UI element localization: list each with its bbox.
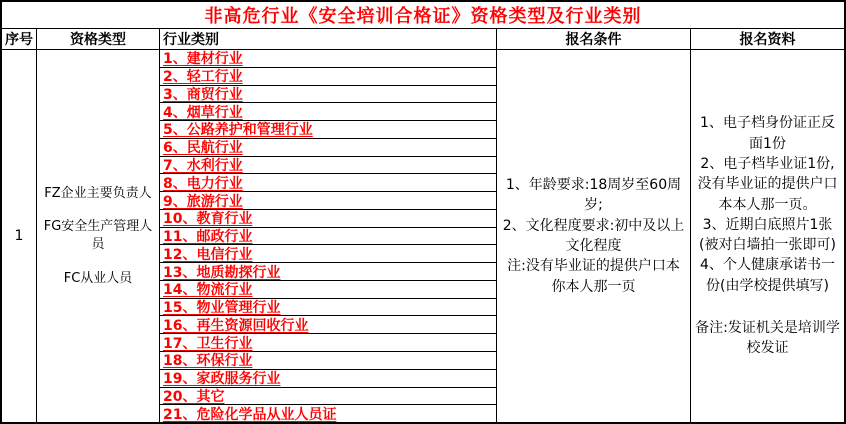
serial-number-cell: [2, 50, 37, 422]
qualification-types-cell: [37, 50, 160, 422]
industry-item: 13、地质勘探行业: [160, 263, 496, 281]
condition-item: 2、文化程度要求:初中及以上文化程度: [502, 217, 685, 254]
industry-item: 3、商贸行业: [160, 86, 496, 104]
table-body-row: [2, 50, 844, 422]
serial-number: 1: [14, 228, 24, 244]
industry-item: 9、旅游行业: [160, 192, 496, 210]
industry-item: 19、家政服务行业: [160, 370, 496, 388]
industry-item: 14、物流行业: [160, 281, 496, 299]
header-cell-serial: 序号: [2, 29, 37, 49]
industry-item: 2、轻工行业: [160, 68, 496, 86]
industry-item: 21、危险化学品从业人员证: [163, 406, 337, 423]
registration-materials-cell: [691, 50, 844, 422]
industry-item: 12、电信行业: [160, 245, 496, 263]
qualification-type-item: FZ企业主要负责人: [44, 185, 152, 201]
qualification-type-item: FC从业人员: [63, 270, 133, 286]
registration-conditions-cell: [497, 50, 691, 422]
industry-item: 1、建材行业: [160, 50, 496, 68]
condition-item: 注:没有毕业证的提供户口本你本人那一页: [507, 258, 680, 295]
header-cell-qualification-type: 资格类型: [37, 29, 160, 49]
industry-item: 6、民航行业: [160, 139, 496, 157]
material-item: 3、近期白底照片1张(被对白墙拍一张即可): [699, 216, 836, 254]
industry-item: 7、水利行业: [160, 157, 496, 175]
industry-item: 11、邮政行业: [160, 228, 496, 246]
industry-item: 15、物业管理行业: [160, 299, 496, 317]
qualification-type-item: FG安全生产管理人员: [43, 219, 153, 252]
industry-item: 4、烟草行业: [160, 103, 496, 121]
industry-list-cell: [160, 50, 497, 422]
material-item: 2、电子档毕业证1份,没有毕业证的提供户口本本人那一页。: [697, 155, 838, 213]
header-cell-registration-materials: 报名资料: [739, 32, 796, 48]
header-cell-industry-category: 行业类别: [160, 29, 497, 49]
materials-note: 备注:发证机关是培训学校发证: [695, 320, 840, 357]
materials-list: [695, 113, 840, 296]
industry-item: 20、其它: [160, 388, 496, 406]
industry-item: 18、环保行业: [160, 352, 496, 370]
material-item: 4、个人健康承诺书一份(由学校提供填写): [700, 257, 835, 294]
industry-item: 17、卫生行业: [160, 334, 496, 352]
material-item: 1、电子档身份证正反面1份: [700, 115, 835, 152]
table-header-row: [2, 29, 844, 50]
title-row: [2, 2, 844, 29]
industry-item: 8、电力行业: [160, 174, 496, 192]
industry-item: 5、公路养护和管理行业: [160, 121, 496, 139]
header-cell-registration-conditions: 报名条件: [497, 29, 691, 49]
industry-item: 16、再生资源回收行业: [160, 316, 496, 334]
page-title: 非高危行业《安全培训合格证》资格类型及行业类别: [204, 6, 642, 27]
condition-item: 1、年龄要求:18周岁至60周岁;: [505, 177, 682, 214]
industry-item: 10、教育行业: [160, 210, 496, 228]
